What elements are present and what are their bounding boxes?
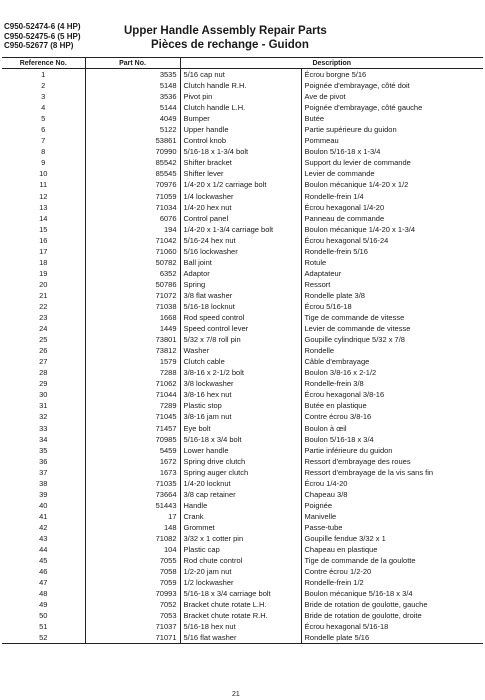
description-cell: Washer	[180, 345, 301, 356]
reference-number-cell: 9	[41, 158, 46, 168]
reference-number-cell: 21	[39, 290, 48, 300]
part-number-cell: 7058	[85, 566, 180, 577]
part-number-cell: 5148	[85, 80, 180, 91]
table-row	[2, 389, 483, 400]
description-french-cell: Manivelle	[301, 511, 483, 522]
description-french-cell: Écrou 1/4-20	[301, 478, 483, 489]
column-header-part: Part No.	[85, 58, 180, 69]
part-number-cell: 7288	[85, 367, 180, 378]
part-number-cell: 71072	[85, 290, 180, 301]
reference-number-cell: 51	[39, 622, 48, 632]
part-number-cell: 6076	[85, 213, 180, 224]
table-row	[2, 511, 483, 522]
part-number-cell: 70993	[85, 588, 180, 599]
reference-number-cell: 15	[39, 224, 48, 234]
reference-number-cell: 33	[39, 423, 48, 433]
table-row	[2, 279, 483, 290]
reference-number-cell: 32	[39, 412, 48, 422]
reference-number-cell: 6	[41, 125, 46, 135]
reference-number-cell: 22	[39, 302, 48, 311]
table-row	[2, 113, 483, 124]
table-row	[2, 632, 483, 644]
reference-number-cell: 28	[39, 368, 48, 378]
description-cell: 1/4 lockwasher	[180, 191, 301, 202]
description-french-cell: Tige de commande de la goulotte	[301, 555, 483, 566]
reference-number-cell: 44	[39, 545, 48, 555]
table-row	[2, 423, 483, 434]
reference-number-cell: 46	[39, 567, 48, 577]
table-row	[2, 157, 483, 168]
table-row	[2, 146, 483, 157]
description-french-cell: Bride de rotation de goulotte, gauche	[301, 599, 483, 610]
description-cell: Clutch handle R.H.	[180, 80, 301, 91]
description-french-cell: Bride de rotation de goulotte, droite	[301, 610, 483, 621]
description-french-cell: Rondelle plate 3/8	[301, 290, 483, 301]
table-row	[2, 621, 483, 632]
table-row	[2, 323, 483, 334]
part-number-cell: 71042	[85, 235, 180, 246]
reference-number-cell: 29	[39, 379, 48, 389]
table-row	[2, 290, 483, 301]
description-french-cell: Butée	[301, 113, 483, 124]
description-french-cell: Boulon mécanique 5/16-18 x 3/4	[301, 588, 483, 599]
reference-number-cell: 40	[39, 500, 48, 510]
description-cell: 5/16 lockwasher	[180, 246, 301, 257]
reference-number-cell: 52	[2, 632, 85, 644]
table-row	[2, 246, 483, 257]
description-french-cell: Rondelle-frein 5/16	[301, 246, 483, 257]
description-cell: Shifter lever	[180, 168, 301, 179]
description-french-cell: Goupille cylindrique 5/32 x 7/8	[301, 334, 483, 345]
page-title	[124, 24, 424, 52]
model-list	[4, 22, 80, 51]
description-french-cell: Partie inférieure du guidon	[301, 445, 483, 456]
description-french-cell: Goupille fendue 3/32 x 1	[301, 533, 483, 544]
reference-number-cell: 43	[39, 533, 48, 543]
part-number-cell: 1579	[85, 356, 180, 367]
table-row	[2, 555, 483, 566]
table-row	[2, 235, 483, 246]
reference-number-cell: 12	[39, 191, 48, 201]
description-cell: 3/8-16 jam nut	[180, 411, 301, 422]
part-number-cell: 71034	[85, 202, 180, 213]
table-row	[2, 411, 483, 422]
description-cell: 5/16 flat washer	[180, 632, 301, 644]
title-english: Upper Handle Assembly Repair Parts	[124, 25, 327, 37]
part-number-cell: 3536	[85, 91, 180, 102]
description-cell: 5/16-18 hex nut	[180, 621, 301, 632]
description-cell: Upper handle	[180, 124, 301, 135]
description-cell: Shifter bracket	[180, 157, 301, 168]
description-cell: Bracket chute rotate L.H.	[180, 599, 301, 610]
table-row	[2, 80, 483, 91]
part-number-cell: 1668	[85, 312, 180, 323]
description-french-cell: Tige de commande de vitesse	[301, 312, 483, 323]
reference-number-cell: 49	[39, 600, 48, 610]
description-cell: 1/2 lockwasher	[180, 577, 301, 588]
table-row	[2, 456, 483, 467]
description-cell: Eye bolt	[180, 423, 301, 434]
page-number: 21	[232, 691, 240, 698]
table-row	[2, 544, 483, 555]
reference-number-cell: 23	[39, 313, 48, 323]
table-row	[2, 500, 483, 511]
reference-number-cell: 19	[39, 268, 48, 278]
part-number-cell: 73812	[85, 345, 180, 356]
description-french-cell: Poignée d'embrayage, côté doit	[301, 80, 483, 91]
table-row	[2, 102, 483, 113]
title-french: Pièces de rechange - Guidon	[151, 39, 309, 51]
reference-number-cell: 47	[39, 578, 48, 588]
part-number-cell: 3535	[85, 69, 180, 81]
reference-number-cell: 16	[39, 235, 48, 245]
table-row	[2, 179, 483, 190]
part-number-cell: 5459	[85, 445, 180, 456]
description-cell: Control knob	[180, 135, 301, 146]
table-header-row	[2, 58, 483, 69]
description-cell: Pivot pin	[180, 91, 301, 102]
part-number-cell: 17	[85, 511, 180, 522]
part-number-cell: 71071	[85, 632, 180, 644]
description-cell: Bracket chute rotate R.H.	[180, 610, 301, 621]
model-number: C950-52677 (8 HP)	[4, 41, 74, 50]
description-cell: Speed control lever	[180, 323, 301, 334]
reference-number-cell: 31	[39, 401, 48, 411]
reference-number-cell: 13	[39, 202, 48, 212]
part-number-cell: 194	[85, 224, 180, 235]
table-row	[2, 577, 483, 588]
model-number: C950-52475-6 (5 HP)	[4, 31, 81, 41]
part-number-cell: 7059	[85, 577, 180, 588]
reference-number-cell: 7	[41, 136, 46, 146]
reference-number-cell: 37	[39, 467, 48, 477]
part-number-cell: 1449	[85, 323, 180, 334]
reference-number-cell: 26	[39, 346, 48, 356]
table-row	[2, 301, 483, 312]
part-number-cell: 148	[85, 522, 180, 533]
part-number-cell: 5144	[85, 102, 180, 113]
table-row	[2, 268, 483, 279]
description-cell: Lower handle	[180, 445, 301, 456]
part-number-cell: 71059	[85, 191, 180, 202]
part-number-cell: 71038	[85, 301, 180, 312]
description-french-cell: Écrou hexagonal 5/16-18	[301, 621, 483, 632]
reference-number-cell: 17	[39, 246, 48, 256]
description-cell: 5/16-24 hex nut	[180, 235, 301, 246]
description-french-cell: Écrou hexagonal 5/16-24	[301, 235, 483, 246]
table-row	[2, 312, 483, 323]
part-number-cell: 7053	[85, 610, 180, 621]
description-french-cell: Écrou 5/16-18	[301, 301, 483, 312]
description-french-cell: Écrou hexagonal 3/8-16	[301, 389, 483, 400]
description-cell: 5/32 x 7/8 roll pin	[180, 334, 301, 345]
table-row	[2, 445, 483, 456]
description-cell: Bumper	[180, 113, 301, 124]
description-french-cell: Pommeau	[301, 135, 483, 146]
table-row	[2, 522, 483, 533]
table-row	[2, 69, 483, 81]
description-french-cell: Ressort d'embrayage de la vis sans fin	[301, 467, 483, 478]
description-french-cell: Chapeau en plastique	[301, 544, 483, 555]
table-row	[2, 588, 483, 599]
description-french-cell: Rondelle	[301, 345, 483, 356]
part-number-cell: 73801	[85, 334, 180, 345]
table-row	[2, 566, 483, 577]
description-cell: 3/8-16 x 2-1/2 bolt	[180, 367, 301, 378]
reference-number-cell: 8	[41, 147, 46, 157]
table-row	[2, 533, 483, 544]
part-number-cell: 7052	[85, 599, 180, 610]
description-french-cell: Partie supérieure du guidon	[301, 124, 483, 135]
table-row	[2, 478, 483, 489]
reference-number-cell: 24	[39, 324, 48, 334]
table-row	[2, 213, 483, 224]
description-cell: Crank	[180, 511, 301, 522]
description-french-cell: Boulon 5/16-18 x 1-3/4	[301, 146, 483, 157]
description-cell: 3/8-16 hex nut	[180, 389, 301, 400]
description-cell: Control panel	[180, 213, 301, 224]
reference-number-cell: 38	[39, 478, 48, 488]
part-number-cell: 50782	[85, 257, 180, 268]
description-cell: Plastic stop	[180, 400, 301, 411]
description-french-cell: Rondelle-frein 1/2	[301, 577, 483, 588]
part-number-cell: 7055	[85, 555, 180, 566]
reference-number-cell: 36	[39, 456, 48, 466]
part-number-cell: 71457	[85, 423, 180, 434]
description-cell: 1/2-20 jam nut	[180, 566, 301, 577]
part-number-cell: 6352	[85, 268, 180, 279]
table-row	[2, 168, 483, 179]
description-cell: 1/4-20 x 1-3/4 carriage bolt	[180, 224, 301, 235]
reference-number-cell: 45	[39, 556, 48, 566]
table-row	[2, 191, 483, 202]
part-number-cell: 104	[85, 544, 180, 555]
description-french-cell: Boulon mécanique 1/4-20 x 1-3/4	[301, 224, 483, 235]
reference-number-cell: 35	[39, 445, 48, 455]
description-french-cell: Panneau de commande	[301, 213, 483, 224]
description-french-cell: Ave de pivot	[301, 91, 483, 102]
description-cell: 5/16 cap nut	[180, 69, 301, 81]
table-row	[2, 257, 483, 268]
table-row	[2, 599, 483, 610]
reference-number-cell: 39	[39, 489, 48, 499]
description-cell: Clutch cable	[180, 356, 301, 367]
description-cell: Handle	[180, 500, 301, 511]
description-french-cell: Boulon à œil	[301, 423, 483, 434]
description-cell: 3/32 x 1 cotter pin	[180, 533, 301, 544]
part-number-cell: 70990	[85, 146, 180, 157]
part-number-cell: 70985	[85, 434, 180, 445]
reference-number-cell: 11	[39, 180, 48, 190]
parts-table-body	[2, 69, 483, 644]
table-row	[2, 467, 483, 478]
table-row	[2, 135, 483, 146]
reference-number-cell: 2	[41, 81, 46, 91]
description-french-cell: Poignée	[301, 500, 483, 511]
reference-number-cell: 10	[39, 169, 48, 179]
description-french-cell: Support du levier de commande	[301, 157, 483, 168]
part-number-cell: 71062	[85, 378, 180, 389]
description-cell: 3/8 cap retainer	[180, 489, 301, 500]
description-french-cell: Butée en plastique	[301, 400, 483, 411]
description-cell: 5/16-18 x 3/4 carriage bolt	[180, 588, 301, 599]
table-row	[2, 334, 483, 345]
description-french-cell: Boulon 5/16-18 x 3/4	[301, 434, 483, 445]
description-french-cell: Ressort	[301, 279, 483, 290]
part-number-cell: 71045	[85, 411, 180, 422]
table-row	[2, 400, 483, 411]
model-number: C950-52474-6 (4 HP)	[4, 22, 81, 31]
reference-number-cell: 25	[39, 335, 48, 345]
reference-number-cell: 34	[39, 434, 48, 444]
description-french-cell: Contre écrou 1/2-20	[301, 566, 483, 577]
part-number-cell: 71044	[85, 389, 180, 400]
description-french-cell: Rotule	[301, 257, 483, 268]
description-french-cell: Câble d'embrayage	[301, 356, 483, 367]
description-french-cell: Boulon 3/8-16 x 2-1/2	[301, 367, 483, 378]
column-header-reference: Reference No.	[2, 58, 85, 69]
description-french-cell: Adaptateur	[301, 268, 483, 279]
description-cell: Spring auger clutch	[180, 467, 301, 478]
part-number-cell: 71082	[85, 533, 180, 544]
table-row	[2, 224, 483, 235]
reference-number-cell: 18	[39, 257, 48, 267]
part-number-cell: 85542	[85, 157, 180, 168]
reference-number-cell: 1	[41, 70, 46, 80]
table-row	[2, 367, 483, 378]
description-cell: Spring drive clutch	[180, 456, 301, 467]
description-french-cell: Ressort d'embrayage des roues	[301, 456, 483, 467]
part-number-cell: 71060	[85, 246, 180, 257]
reference-number-cell: 41	[39, 511, 48, 521]
table-row	[2, 489, 483, 500]
description-french-cell: Écrou hexagonal 1/4-20	[301, 202, 483, 213]
description-french-cell: Écrou borgne 5/16	[301, 69, 483, 81]
table-row	[2, 356, 483, 367]
parts-table	[2, 57, 483, 644]
description-french-cell: Rondelle-frein 3/8	[301, 378, 483, 389]
description-cell: 1/4-20 hex nut	[180, 202, 301, 213]
reference-number-cell: 42	[39, 522, 48, 532]
page-header	[0, 0, 485, 56]
table-row	[2, 378, 483, 389]
part-number-cell: 50786	[85, 279, 180, 290]
part-number-cell: 73664	[85, 489, 180, 500]
description-french-cell: Boulon mécanique 1/4-20 x 1/2	[301, 179, 483, 190]
reference-number-cell: 30	[39, 390, 48, 400]
description-french-cell: Chapeau 3/8	[301, 489, 483, 500]
table-row	[2, 124, 483, 135]
description-french-cell: Levier de commande de vitesse	[301, 323, 483, 334]
reference-number-cell: 3	[41, 92, 46, 102]
part-number-cell: 5122	[85, 124, 180, 135]
description-cell: Spring	[180, 279, 301, 290]
table-row	[2, 610, 483, 621]
table-row	[2, 434, 483, 445]
part-number-cell: 71037	[85, 621, 180, 632]
reference-number-cell: 20	[39, 279, 48, 289]
description-cell: 1/4-20 locknut	[180, 478, 301, 489]
description-french-cell: Passe-tube	[301, 522, 483, 533]
part-number-cell: 70976	[85, 179, 180, 190]
part-number-cell: 1672	[85, 456, 180, 467]
part-number-cell: 85545	[85, 168, 180, 179]
description-cell: Rod speed control	[180, 312, 301, 323]
description-french-cell: Rondelle-frein 1/4	[301, 191, 483, 202]
description-cell: Adaptor	[180, 268, 301, 279]
column-header-description: Description	[180, 58, 483, 69]
description-french-cell: Rondelle plate 5/16	[301, 632, 483, 644]
description-cell: 1/4-20 x 1/2 carriage bolt	[180, 179, 301, 190]
reference-number-cell: 50	[39, 611, 48, 621]
description-cell: 3/8 flat washer	[180, 290, 301, 301]
part-number-cell: 71035	[85, 478, 180, 489]
part-number-cell: 7289	[85, 400, 180, 411]
description-cell: Clutch handle L.H.	[180, 102, 301, 113]
description-cell: 5/16-18 x 1-3/4 bolt	[180, 146, 301, 157]
description-cell: 5/16-18 locknut	[180, 301, 301, 312]
reference-number-cell: 5	[41, 114, 46, 124]
part-number-cell: 51443	[85, 500, 180, 511]
description-french-cell: Contre écrou 3/8-16	[301, 411, 483, 422]
description-cell: 5/16-18 x 3/4 bolt	[180, 434, 301, 445]
description-french-cell: Poignée d'embrayage, côté gauche	[301, 102, 483, 113]
description-cell: Ball joint	[180, 257, 301, 268]
part-number-cell: 1673	[85, 467, 180, 478]
description-cell: 3/8 lockwasher	[180, 378, 301, 389]
table-row	[2, 202, 483, 213]
reference-number-cell: 27	[39, 357, 48, 367]
reference-number-cell: 14	[39, 213, 48, 223]
part-number-cell: 4049	[85, 113, 180, 124]
description-cell: Plastic cap	[180, 544, 301, 555]
reference-number-cell: 4	[41, 103, 46, 113]
part-number-cell: 53861	[85, 135, 180, 146]
table-row	[2, 345, 483, 356]
description-cell: Rod chute control	[180, 555, 301, 566]
table-row	[2, 91, 483, 102]
reference-number-cell: 48	[39, 589, 48, 599]
description-cell: Grommet	[180, 522, 301, 533]
description-french-cell: Levier de commande	[301, 168, 483, 179]
